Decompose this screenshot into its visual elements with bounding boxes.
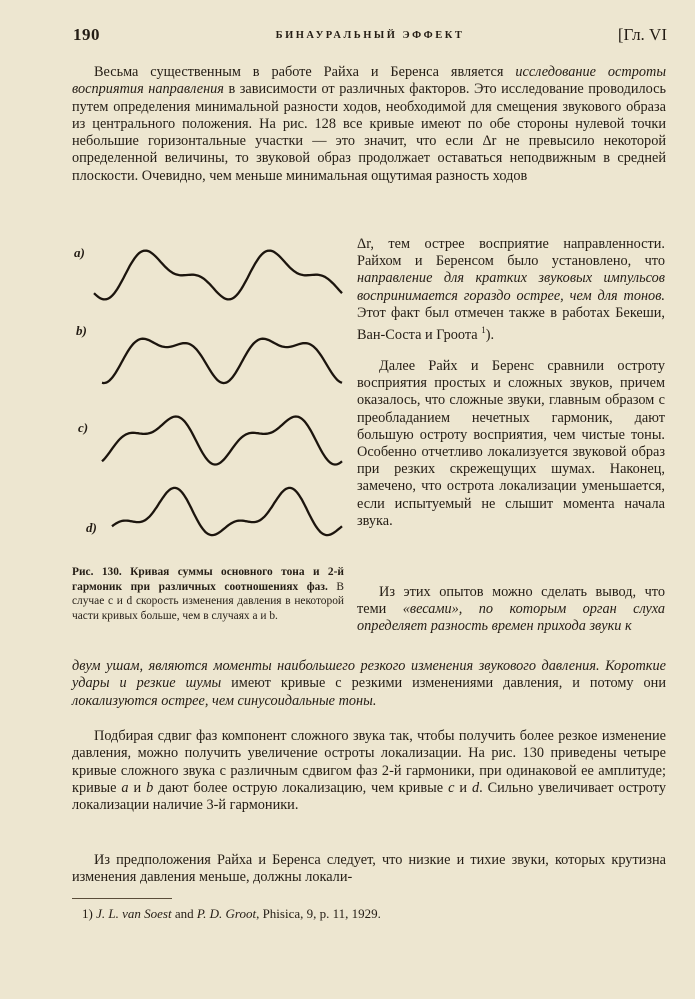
text-span: в зависимости от различных факторов. Это исследование проводилось путем определения минимальной разности ходов, необходимой для смещения звукового образа из центрального положения. На рис. 128 все кривые имеют по обе стороны нулевой точки небольшие горизонтальные участки — это значит, что если Δr не превысило некоторой определенной величины, то звуковой образ продолжает оставаться неподвижным в средней плоскости. Очевидно, чем меньше минимальная ощутимая разность ходов — [72, 81, 667, 184]
emphasis-span: локализуются острее, чем синусоидальные тоны. — [72, 692, 377, 709]
chapter-label: [Гл. VI — [617, 25, 667, 44]
emphasis-span: c — [448, 779, 455, 796]
right-column-paragraph-2: Далее Райх и Беренс сравнили остроту восприятия простых и сложных звуков, причем оказалось, что сложные звуки, главным образом с преобладанием нечетных гармоник, дают большую остроту восприятия, чем чистые тоны. Особенно отчетливо локализуется звуковой образ при резких скрежещущих шумах. Наконец, замечено, что острота локализации уменьшается, если испытуемый не слышит момента начала звука. — [357, 358, 665, 529]
curve-label-d: d) — [86, 520, 97, 535]
running-title: БИНАУРАЛЬНЫЙ ЭФФЕКТ — [275, 30, 465, 41]
text-span: Этот факт был отмечен также в работах Бекеши, Ван-Соста и Гроота — [357, 304, 665, 343]
footnote-author: P. D. Groot — [196, 906, 257, 921]
figure-130 — [72, 240, 352, 558]
footnote-author: J. L. van Soest — [96, 906, 172, 921]
curve-label-a: a) — [74, 245, 85, 260]
right-column-text — [357, 236, 665, 344]
caption-text: В случае c и d скорость изменения давления в некоторой части кривых больше, чем в случаях a и b. — [72, 580, 344, 622]
emphasis-span: исследование остроты восприятия направления — [72, 64, 667, 98]
footnote-reference: , Phisica, 9, p. 11, 1929. — [256, 906, 381, 921]
emphasis-span: a — [121, 779, 129, 796]
emphasis-span: двум ушам, являются моменты наибольшего резкого изменения звукового давления. Короткие удары и резкие шумы — [72, 658, 666, 692]
paragraph-conclusion: Из предположения Райха и Беренса следует, что низкие и тихие звуки, которых крутизна изменения давления меньше, должны локали- — [72, 852, 666, 886]
figure-caption — [72, 565, 344, 623]
emphasis-span: направление для кратких звуковых импульсов воспринимается гораздо острее, чем для тонов. — [357, 270, 665, 304]
text-span: Δr, тем острее восприятие направленности. Райхом и Беренсом было установлено, что — [357, 236, 665, 270]
text-span: Весьма существенным в работе Райха и Беренса является — [94, 64, 516, 80]
right-column-paragraph-3 — [357, 584, 665, 636]
curve-label-b: b) — [76, 323, 87, 338]
text-span: имеют кривые с резкими изменениями давления, и потому они — [221, 675, 666, 692]
text-span: и — [454, 779, 472, 796]
emphasis-span: «весами», по которым орган слуха определяет разность времен прихода звуки к — [357, 601, 665, 635]
text-span: ). — [485, 326, 495, 343]
caption-title: Рис. 130. Кривая суммы основного тона и 2-й гармоник при различных соотношениях фаз. — [72, 566, 344, 593]
footnote-marker: 1) — [82, 906, 93, 921]
emphasis-span: b — [146, 779, 154, 796]
paragraph-continuation — [72, 658, 666, 710]
page-number: 190 — [73, 25, 100, 44]
text-span: . Сильно увеличивает остроту локализации наличие 3-й гармоники. — [72, 779, 666, 814]
paragraph-intro — [72, 64, 666, 185]
text-span: Подбирая сдвиг фаз компонент сложного звука так, чтобы получить более резкое изменение давления, можно получить увеличение остроты локализации. На рис. 130 приведены четыре кривые сложного звука с различным сдвигом фаз 2-й гармоники, при одинаковой ее амплитуде; кривые — [72, 728, 666, 796]
curve-label-c: c) — [78, 420, 89, 435]
emphasis-span: d — [471, 779, 480, 796]
waveform-plot — [72, 240, 352, 558]
paragraph-phase-shift — [72, 728, 666, 814]
waveform-c — [102, 417, 342, 465]
waveform-d — [112, 488, 342, 535]
footnote-ref: 1 — [481, 325, 486, 336]
running-head — [73, 24, 667, 46]
text-span: дают более острую локализацию, чем кривые — [153, 779, 449, 796]
waveform-a — [94, 251, 342, 300]
text-span: and — [171, 906, 197, 921]
footnote-divider — [72, 898, 172, 899]
waveform-b — [102, 339, 342, 383]
text-span: Из этих опытов можно сделать вывод, что теми — [357, 584, 665, 618]
text-span: и — [128, 779, 147, 796]
footnote — [82, 906, 662, 922]
